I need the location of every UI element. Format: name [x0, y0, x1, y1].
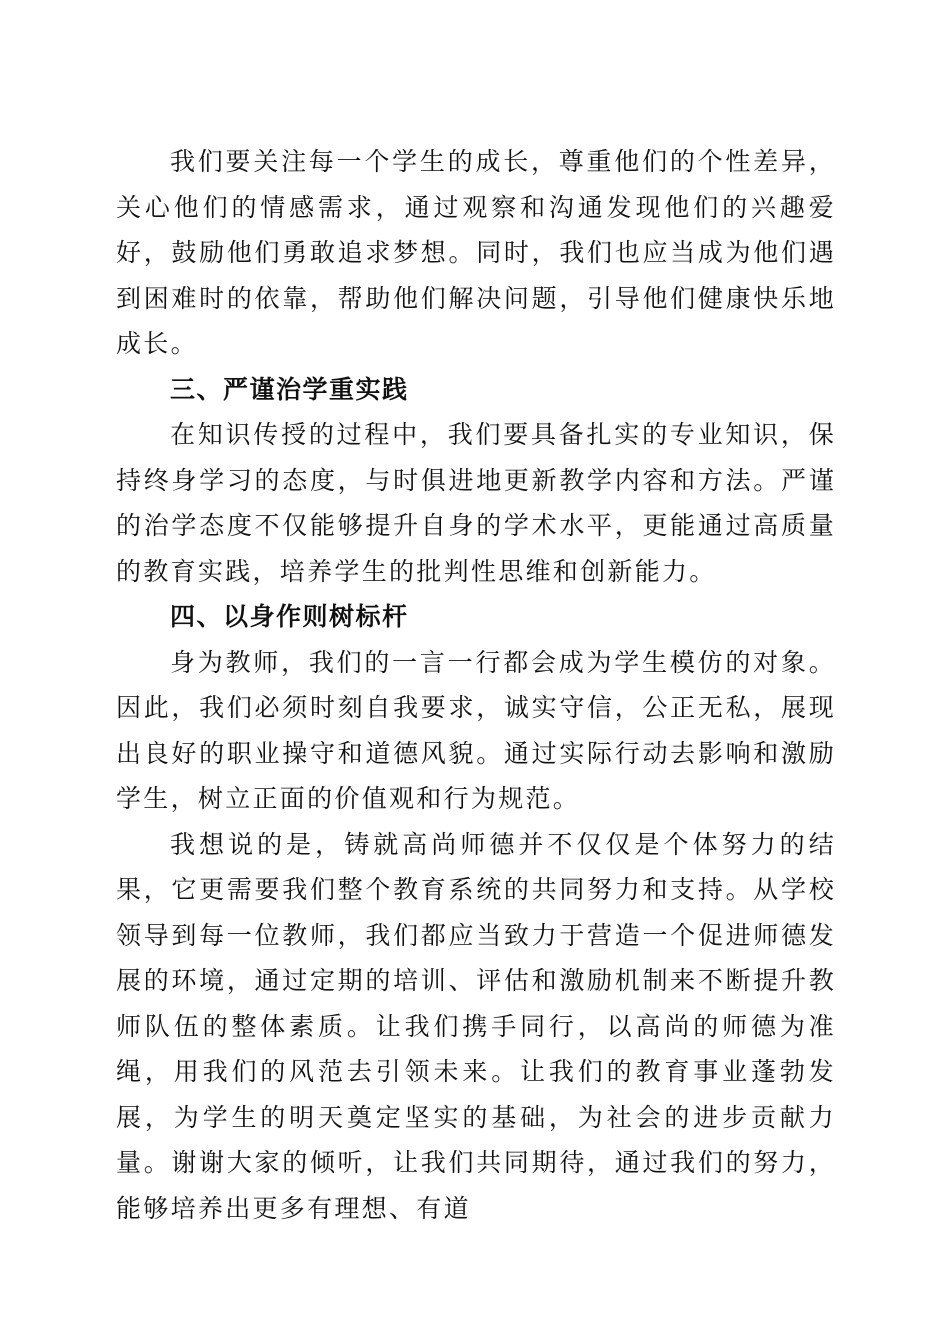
paragraph-rigorous-scholarship: 在知识传授的过程中，我们要具备扎实的专业知识，保持终身学习的态度，与时俱进地更新教学内容和方法。严谨的治学态度不仅能够提升自身的学术水平，更能通过高质量的教育实践，培养学生的批判性思维和创新能力。 [116, 420, 836, 586]
paragraph-lead-by-example: 身为教师，我们的一言一行都会成为学生模仿的对象。因此，我们必须时刻自我要求，诚实守信，公正无私，展现出良好的职业操守和道德风貌。通过实际行动去影响和激励学生，树立正面的价值观和行为规范。 [116, 647, 836, 813]
document-body [116, 139, 836, 1231]
section-heading-lead-by-example: 四、以身作则树标杆 [170, 602, 409, 631]
section-heading-rigorous-scholarship: 三、严谨治学重实践 [170, 374, 409, 404]
paragraph-conclusion: 我想说的是，铸就高尚师德并不仅仅是个体努力的结果，它更需要我们整个教育系统的共同努力和支持。从学校领导到每一位教师，我们都应当致力于营造一个促进师德发展的环境，通过定期的培训、评估和激励机制来不断提升教师队伍的整体素质。让我们携手同行，以高尚的师德为准绳，用我们的风范去引领未来。让我们的教育事业蓬勃发展，为学生的明天奠定坚实的基础，为社会的进步贡献力量。谢谢大家的倾听，让我们共同期待，通过我们的努力，能够培养出更多有理想、有道 [116, 829, 836, 1223]
paragraph-care-for-students: 我们要关注每一个学生的成长，尊重他们的个性差异，关心他们的情感需求，通过观察和沟通发现他们的兴趣爱好，鼓励他们勇敢追求梦想。同时，我们也应当成为他们遇到困难时的依靠，帮助他们解决问题，引导他们健康快乐地成长。 [116, 147, 836, 358]
